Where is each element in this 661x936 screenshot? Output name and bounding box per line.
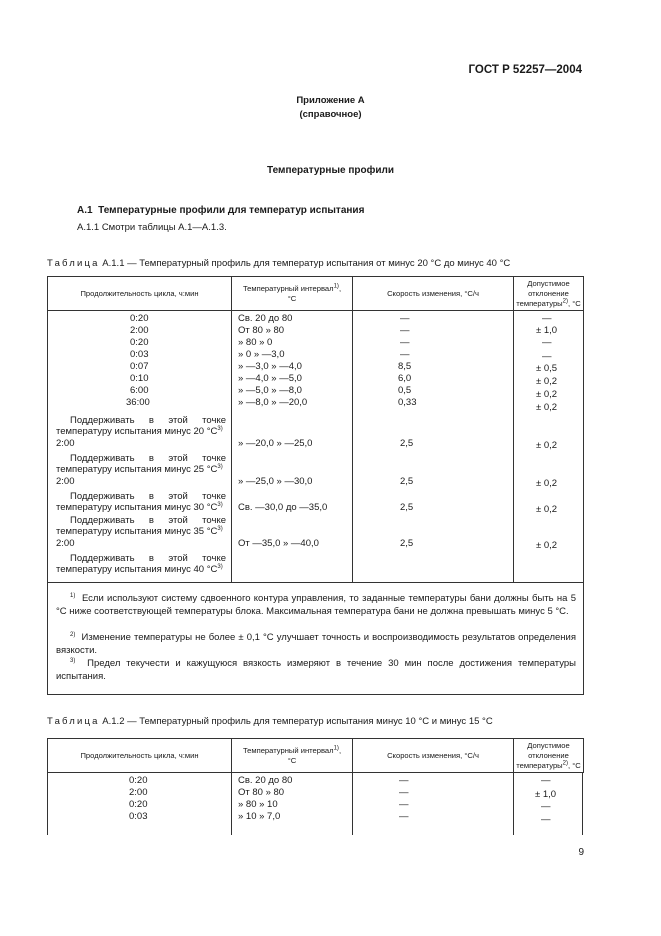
footnote-2 <box>56 632 576 657</box>
table1-interval-5: » —3,0 » —4,0 <box>238 361 302 372</box>
table1-interval-6: » —4,0 » —5,0 <box>238 373 302 384</box>
table1-footnotes <box>48 583 584 695</box>
table1-header-deviation <box>514 277 584 311</box>
page-number: 9 <box>578 847 584 858</box>
table1-header-duration: Продолжительность цикла, ч:мин <box>48 277 232 311</box>
footnote-3 <box>56 658 576 683</box>
table1-hold-note-3 <box>56 491 226 513</box>
table1-step-deviation-2: ± 0,2 <box>536 478 558 489</box>
table1-step-interval-2: » —25,0 » —30,0 <box>238 476 313 487</box>
footnote-1 <box>56 593 576 618</box>
table2-border-col2 <box>231 773 232 835</box>
table1-deviation-1: — <box>542 313 552 324</box>
table1-step-interval-4: От —35,0 » —40,0 <box>238 538 319 549</box>
table2-header-deviation-unit: , °С <box>568 760 581 770</box>
table1-hold-note-5-text: Поддерживать в этой точке температуру испытания минус 40 °С <box>56 553 226 575</box>
table1-deviation-4: — <box>542 351 552 362</box>
subsection-title: Температурные профили для температур испытания <box>98 205 365 216</box>
table1-duration-2: 2:00 <box>130 325 149 336</box>
annex-type: (справочное) <box>299 109 362 120</box>
table2-header-interval-text: Температурный интервал <box>242 745 334 755</box>
table1-hold-note-1-sup: 3) <box>217 425 223 432</box>
table1-footnotes-row <box>48 583 584 695</box>
table1-step-interval-3: Св. —30,0 до —35,0 <box>238 502 328 513</box>
table1 <box>47 276 584 695</box>
table1-header-deviation-unit: , °С <box>568 298 581 308</box>
table1-step-rate-1: 2,5 <box>400 438 414 449</box>
table1-hold-note-5-sup: 3) <box>217 563 223 570</box>
table1-deviation-3: — <box>542 337 552 348</box>
table1-duration-column <box>48 311 232 583</box>
table2-border-right <box>582 773 583 835</box>
table2-caption-text: А.1.2 — Температурный профиль для температур испытания минус 10 °С и минус 15 °С <box>102 716 493 727</box>
table1-hold-note-5 <box>56 553 226 575</box>
table1-rate-3: — <box>400 337 410 348</box>
table1-rate-1: — <box>400 313 410 324</box>
table2-rate-4: — <box>399 811 409 822</box>
annex-title: Приложение А <box>296 95 365 106</box>
table1-hold-note-4-text: Поддерживать в этой точке температуру испытания минус 35 °С <box>56 515 226 537</box>
table1-rate-4: — <box>400 349 410 360</box>
table1-header-row <box>48 277 584 311</box>
table2-duration-2: 2:00 <box>129 787 148 798</box>
table1-duration-8: 36:00 <box>126 397 150 408</box>
table1-interval-3: » 80 » 0 <box>238 337 273 348</box>
footnote-1-text: Если используют систему сдвоенного контура управления, то заданные температуры бани должны быть на 5 °С ниже соответствующей температуры блока. Максимальная температура бани не должна превышать минус 5 °С. <box>56 593 577 617</box>
table1-duration-3: 0:20 <box>130 337 149 348</box>
table2-body <box>47 773 583 835</box>
table2-deviation-1: — <box>541 775 551 786</box>
table1-duration-1: 0:20 <box>130 313 149 324</box>
table1-step-duration-1: 2:00 <box>56 438 75 449</box>
table2-header-deviation-text: Допустимое отклонение температуры <box>516 740 570 770</box>
table1-deviation-5: ± 0,5 <box>536 363 558 374</box>
table1-header-interval-text: Температурный интервал <box>242 283 334 293</box>
table1-caption-prefix: Таблица <box>47 258 100 269</box>
section-title: Температурные профили <box>267 165 394 176</box>
table1-hold-note-3-text: Поддерживать в этой точке температуру испытания минус 30 °С <box>56 491 226 513</box>
table1-deviation-8: ± 0,2 <box>536 402 558 413</box>
table1-step-rate-2: 2,5 <box>400 476 414 487</box>
table1-header-rate: Скорость изменения, °С/ч <box>353 277 514 311</box>
table1-deviation-column <box>514 311 584 583</box>
table2-caption <box>47 716 493 727</box>
footnote-3-text: Предел текучести и кажущуюся вязкость измеряют в течение 30 мин после достижения температуры испытания. <box>56 658 576 682</box>
table1-interval-1: Св. 20 до 80 <box>238 313 293 324</box>
table2-header-row <box>48 739 584 773</box>
table2 <box>47 738 584 773</box>
table2-duration-3: 0:20 <box>129 799 148 810</box>
table2-header-interval-unit: °С <box>287 755 297 765</box>
table1-header-interval-unit: °С <box>287 293 297 303</box>
footnote-2-mark: 2) <box>70 631 76 638</box>
table1-step-duration-2: 2:00 <box>56 476 75 487</box>
table1-interval-8: » —8,0 » —20,0 <box>238 397 308 408</box>
table1-header-deviation-text: Допустимое отклонение температуры <box>516 278 570 308</box>
table1-interval-2: От 80 » 80 <box>238 325 285 336</box>
footnote-2-text: Изменение температуры не более ± 0,1 °С улучшает точность и воспроизводимость результатов определения вязкости. <box>56 632 577 656</box>
table2-rate-3: — <box>399 799 409 810</box>
table1-step-rate-3: 2,5 <box>400 502 414 513</box>
table1-header-interval: Температурный интервал$^{1)}$, °С <box>232 277 353 311</box>
table1-hold-note-1 <box>56 415 226 437</box>
table1-deviation-2: ± 1,0 <box>536 325 558 336</box>
table1-duration-6: 0:10 <box>130 373 149 384</box>
table1-hold-note-4-sup: 3) <box>217 525 223 532</box>
table2-header-deviation-sup: 2) <box>562 759 568 766</box>
table1-rate-5: 8,5 <box>398 361 412 372</box>
table1-interval-4: » 0 » —3,0 <box>238 349 285 360</box>
table1-hold-note-2 <box>56 453 226 475</box>
subsection-heading <box>77 205 364 216</box>
table1-rate-6: 6,0 <box>398 373 412 384</box>
table1-body-row <box>48 311 584 583</box>
table2-interval-3: » 80 » 10 <box>238 799 278 810</box>
table1-caption-text: А.1.1 — Температурный профиль для температур испытания от минус 20 °С до минус 40 °С <box>102 258 511 269</box>
table1-header-deviation-sup: 2) <box>562 297 568 304</box>
table2-interval-2: От 80 » 80 <box>238 787 285 798</box>
table2-deviation-3: — <box>541 801 551 812</box>
table2-border-left <box>47 773 48 835</box>
table2-header-duration: Продолжительность цикла, ч:мин <box>48 739 232 773</box>
table2-rate-2: — <box>399 787 409 798</box>
table1-hold-note-2-sup: 3) <box>217 463 223 470</box>
table1-deviation-6: ± 0,2 <box>536 376 558 387</box>
document-code: ГОСТ Р 52257—2004 <box>468 64 582 76</box>
table2-deviation-2: ± 1,0 <box>535 789 557 800</box>
table1-duration-7: 6:00 <box>130 385 149 396</box>
table2-border-col4 <box>513 773 514 835</box>
table1-hold-note-1-text: Поддерживать в этой точке температуру испытания минус 20 °С <box>56 415 226 437</box>
table2-duration-1: 0:20 <box>129 775 148 786</box>
table2-duration-4: 0:03 <box>129 811 148 822</box>
table1-step-deviation-4: ± 0,2 <box>536 540 558 551</box>
table1-duration-5: 0:07 <box>130 361 149 372</box>
table2-border-col3 <box>352 773 353 835</box>
table1-hold-note-4 <box>56 515 226 537</box>
footnote-3-mark: 3) <box>70 657 76 664</box>
table2-caption-prefix: Таблица <box>47 716 100 727</box>
table2-deviation-4: — <box>541 814 551 825</box>
table1-step-interval-1: » —20,0 » —25,0 <box>238 438 313 449</box>
table2-header-rate: Скорость изменения, °С/ч <box>353 739 514 773</box>
table2-interval-1: Св. 20 до 80 <box>238 775 293 786</box>
table1-interval-column <box>232 311 353 583</box>
table1-step-duration-4: 2:00 <box>56 538 75 549</box>
table1-caption <box>47 258 510 269</box>
table1-rate-7: 0,5 <box>398 385 412 396</box>
table1-rate-2: — <box>400 325 410 336</box>
table1-duration-4: 0:03 <box>130 349 149 360</box>
table1-hold-note-2-text: Поддерживать в этой точке температуру испытания минус 25 °С <box>56 453 226 475</box>
clause-text: А.1.1 Смотри таблицы А.1—А.1.3. <box>77 222 227 233</box>
subsection-number: А.1 <box>77 205 93 216</box>
table1-step-deviation-3: ± 0,2 <box>536 504 558 515</box>
table1-rate-column <box>353 311 514 583</box>
table1-header-interval-sup: 1) <box>333 282 339 289</box>
table2-rate-1: — <box>399 775 409 786</box>
table2-header-interval: Температурный интервал$^{1)}$, °С <box>232 739 353 773</box>
table2-interval-4: » 10 » 7,0 <box>238 811 281 822</box>
table1-step-deviation-1: ± 0,2 <box>536 440 558 451</box>
table1-rate-8: 0,33 <box>398 397 417 408</box>
table1-interval-7: » —5,0 » —8,0 <box>238 385 302 396</box>
footnote-1-mark: 1) <box>70 592 76 599</box>
table1-deviation-7: ± 0,2 <box>536 389 558 400</box>
table1-hold-note-3-sup: 3) <box>217 501 223 508</box>
table1-step-rate-4: 2,5 <box>400 538 414 549</box>
table2-header-interval-sup: 1) <box>333 744 339 751</box>
table2-header-deviation <box>514 739 584 773</box>
